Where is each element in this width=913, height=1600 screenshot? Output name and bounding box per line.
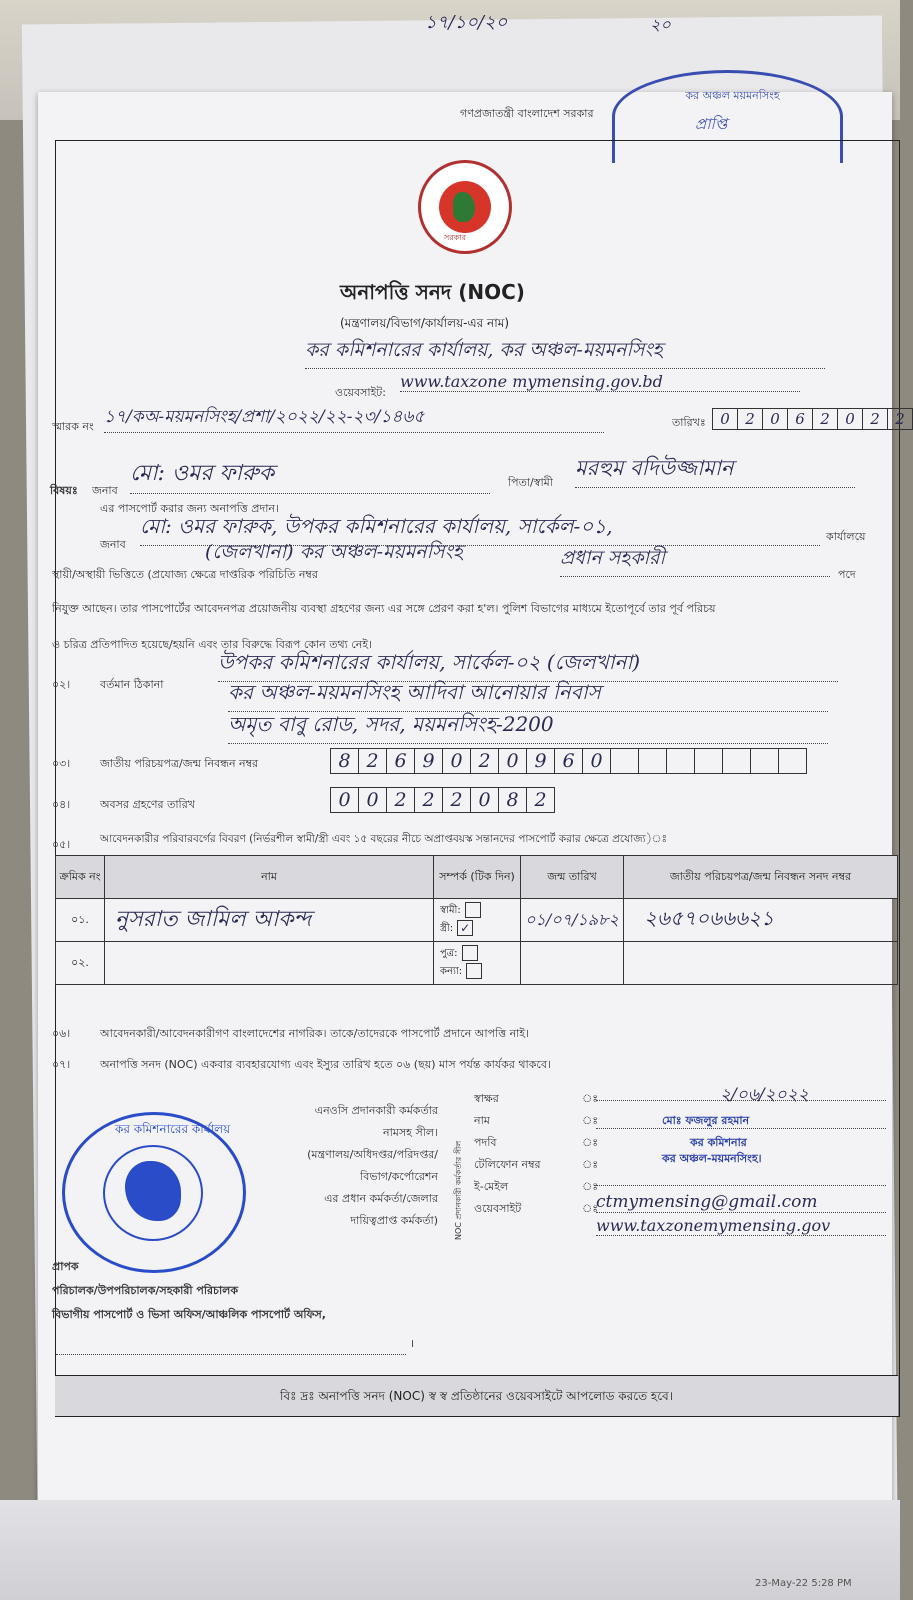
row-relation — [434, 942, 521, 985]
retirement-date-boxes — [330, 787, 554, 813]
retire-digit: 0 — [330, 787, 359, 813]
vertical-seal-label: NOC প্রদানকারী কর্মকর্তার সীল — [454, 1140, 463, 1240]
row-dob — [521, 942, 624, 985]
address-line2: কর অঞ্চল-ময়মনসিংহ আদিবা আনোয়ার নিবাস — [228, 678, 828, 712]
sig-label: স্বাক্ষর — [474, 1092, 499, 1105]
date-digit: 2 — [862, 408, 888, 430]
office-suffix: কার্যালয়ে — [826, 530, 866, 543]
signatory-line: এর প্রধান কর্মকর্তা/জেলার — [324, 1192, 438, 1205]
col-nid: জাতীয় পরিচয়পত্র/জন্ম নিবন্ধন সনদ নম্বর — [624, 856, 898, 899]
signatory-line: বিভাগ/কর্পোরেশন — [360, 1170, 438, 1183]
nid-digit: 6 — [554, 748, 583, 774]
date-boxes — [712, 408, 912, 430]
received-stamp-signature: প্রাপ্তি — [695, 115, 728, 133]
memo-value: ১৭/কঅ-ময়মনসিংহ/প্রশা/২০২২/২২-২৩/১৪৬৫ — [104, 404, 604, 433]
officer-name-stamp: মোঃ ফজলুর রহমান — [662, 1114, 750, 1127]
retire-digit: 2 — [386, 787, 415, 813]
retire-digit: 8 — [498, 787, 527, 813]
father-label: পিতা/স্বামী — [508, 476, 553, 489]
nid-digit — [694, 748, 723, 774]
sig-label: ই-মেইল — [474, 1180, 509, 1193]
nid-digit: 0 — [582, 748, 611, 774]
sig-label: টেলিফোন নম্বর — [474, 1158, 541, 1171]
retire-digit: 0 — [358, 787, 387, 813]
phone-line — [596, 1185, 886, 1186]
row-nid — [624, 942, 898, 985]
address-line3: অমৃত বাবু রোড, সদর, ময়মনসিংহ-2200 — [228, 710, 828, 744]
nid-digit — [666, 748, 695, 774]
signatory-line: (মন্ত্রণালয়/অধিদপ্তর/পরিদপ্তর/ — [307, 1148, 438, 1161]
nid-digit: 0 — [442, 748, 471, 774]
signatory-line: এনওসি প্রদানকারী কর্মকর্তার — [314, 1104, 438, 1117]
row-name: নুসরাত জামিল আকন্দ — [105, 899, 434, 942]
round-stamp-text: কর কমিশনারের কার্যালয় — [115, 1122, 231, 1136]
relation-label-b: কন্যা: — [440, 966, 463, 977]
col-dob: জন্ম তারিখ — [521, 856, 624, 899]
date-digit: 0 — [837, 408, 863, 430]
nid-digit: 8 — [330, 748, 359, 774]
row-dob: ০১/০৭/১৯৮২ — [521, 899, 624, 942]
date-digit: 0 — [762, 408, 788, 430]
field2-number: ০২। — [52, 678, 71, 691]
col-relation: সম্পর্ক (টিক দিন) — [434, 856, 521, 899]
field5-number: ০৫। — [52, 838, 71, 851]
body-para1: নিযুক্ত আছেন। তার পাসপোর্টের আবেদনপত্র প্রয়োজনীয় ব্যবস্থা গ্রহণের জন্য এর সঙ্গে প্রেরণ করা হ'ল। পুলিশ বিভাগের মাধ্যমে ইতোপূর্বে তার পূর্ব পরিচয় — [52, 602, 716, 615]
document-subtitle: (মন্ত্রণালয়/বিভাগ/কার্যালয়-এর নাম) — [340, 316, 510, 330]
nid-digit: 2 — [358, 748, 387, 774]
relation-label-a: পুত্র: — [440, 948, 458, 959]
father-name: মরহুম বদিউজ্জামান — [575, 452, 855, 488]
nid-digit: 2 — [470, 748, 499, 774]
officer-office-stamp: কর অঞ্চল-ময়মনসিংহ। — [662, 1152, 762, 1165]
handwritten-note-2: ২০ — [650, 15, 671, 34]
document-title: অনাপত্তি সনদ (NOC) — [340, 280, 525, 304]
col-serial: ক্রমিক নং — [56, 856, 105, 899]
row-serial: ০১. — [56, 899, 105, 942]
signatory-line: নামসহ সীল। — [383, 1126, 438, 1139]
date-label: তারিখঃ — [672, 416, 706, 429]
nid-digit — [750, 748, 779, 774]
relation-label-b: স্ত্রী: — [440, 923, 454, 934]
person-line2: (জেলখানা) কর অঞ্চল-ময়মনসিংহ — [205, 541, 463, 563]
gov-header: গণপ্রজাতন্ত্রী বাংলাদেশ সরকার — [460, 107, 594, 120]
retire-digit: 2 — [526, 787, 555, 813]
recipient-label: প্রাপক — [52, 1260, 79, 1273]
nid-digit — [638, 748, 667, 774]
retire-digit: 0 — [470, 787, 499, 813]
field4-number: ০৪। — [52, 798, 71, 811]
recipient-line1: পরিচালক/উপপরিচালক/সহকারী পরিচালক — [52, 1284, 239, 1297]
footer-note: বিঃ দ্রঃ অনাপত্তি সনদ (NOC) স্ব স্ব প্রতিষ্ঠানের ওয়েবসাইটে আপলোড করতে হবে। — [55, 1375, 898, 1416]
row-relation — [434, 899, 521, 942]
table-row — [56, 899, 898, 942]
office-name: কর কমিশনারের কার্যালয়, কর অঞ্চল-ময়মনসিংহ — [305, 336, 825, 369]
relation-checkbox-b[interactable]: ✓ — [457, 920, 473, 936]
subject-janab-label: জনাব — [92, 484, 118, 497]
sig-label: নাম — [474, 1114, 490, 1127]
photo-timestamp: 23-May-22 5:28 PM — [755, 1578, 852, 1589]
designation: প্রধান সহকারী — [560, 544, 830, 577]
date-digit: 6 — [787, 408, 813, 430]
email-value: ctmymensing@gmail.com — [596, 1192, 886, 1213]
relation-label-a: স্বামী: — [440, 905, 461, 916]
date-digit: 2 — [737, 408, 763, 430]
relation-checkbox-b[interactable] — [466, 963, 482, 979]
col-name: নাম — [105, 856, 434, 899]
nid-digit: 9 — [526, 748, 555, 774]
family-table — [55, 855, 898, 985]
nid-boxes — [330, 748, 806, 774]
field4-label: অবসর গ্রহণের তারিখ — [100, 798, 195, 811]
signature-date: ২/০৬/২০২২ — [720, 1085, 809, 1105]
row-nid: ২৬৫৭০৬৬৬২১ — [624, 899, 898, 942]
officer-website-value: www.taxzonemymensing.gov — [596, 1216, 886, 1236]
nid-digit — [722, 748, 751, 774]
recipient-line3: । — [410, 1337, 415, 1350]
retire-digit: 2 — [414, 787, 443, 813]
nid-digit: 9 — [414, 748, 443, 774]
decl6-number: ০৬। — [52, 1027, 71, 1040]
nid-digit: 0 — [498, 748, 527, 774]
emblem-text: সরকার — [444, 233, 467, 242]
field3-number: ০৩। — [52, 757, 71, 770]
permanent-label: স্থায়ী/অস্থায়ী ভিত্তিতে (প্রযোজ্য ক্ষেত্রে দাপ্তরিক পরিচিতি নম্বর — [52, 568, 318, 581]
date-digit: 0 — [712, 408, 738, 430]
signatory-line: দায়িত্বপ্রাপ্ত কর্মকর্তা) — [350, 1214, 438, 1227]
recipient-address-line — [56, 1340, 406, 1355]
address-line1: উপকর কমিশনারের কার্যালয়, সার্কেল-০২ (জেলখানা) — [218, 648, 838, 682]
officer-designation-stamp: কর কমিশনার — [690, 1136, 747, 1149]
nid-digit — [778, 748, 807, 774]
table-row — [56, 942, 898, 985]
table-header-row — [56, 856, 898, 899]
handwritten-note: ১৭/১০/২০ — [425, 12, 508, 33]
row-serial: ০২. — [56, 942, 105, 985]
field5-label: আবেদনকারীর পরিবারবর্গের বিবরণ (নির্ভরশীল স্বামী/স্ত্রী এবং ১৫ বছরের নীচে অপ্রাপ্তবয়স্ক সন্তানদের পাসপোর্ট করার ক্ষেত্রে প্রযোজ্য)ঃ — [100, 833, 668, 845]
signature-labels — [474, 1088, 541, 1220]
office-round-stamp — [62, 1112, 246, 1273]
person-line: মো: ওমর ফারুক, উপকর কমিশনারের কার্যালয়, সার্কেল-০১, — [140, 512, 820, 546]
post-suffix: পদে — [838, 568, 856, 581]
sig-label: পদবি — [474, 1136, 497, 1149]
decl7-number: ০৭। — [52, 1058, 71, 1071]
field3-label: জাতীয় পরিচয়পত্র/জন্ম নিবন্ধন নম্বর — [100, 757, 259, 770]
memo-label: স্মারক নং — [52, 420, 94, 433]
website-value: www.taxzone mymensing.gov.bd — [400, 372, 800, 392]
applicant-name: মো: ওমর ফারুক — [130, 456, 490, 494]
row-name — [105, 942, 434, 985]
declaration-6: আবেদনকারী/আবেদনকারীগণ বাংলাদেশের নাগরিক। তাকে/তাদেরকে পাসপোর্ট প্রদানে আপত্তি নাই। — [100, 1027, 530, 1040]
relation-checkbox-a[interactable] — [465, 902, 481, 918]
subject-label: বিষয়ঃ — [50, 484, 78, 497]
signature-colons: ঃ ঃ ঃ ঃ ঃ ঃ — [582, 1092, 599, 1215]
sig-label: ওয়েবসাইট — [474, 1202, 522, 1215]
date-digit: 2 — [812, 408, 838, 430]
received-stamp-text: কর অঞ্চল ময়মনসিংহ — [685, 89, 780, 102]
website-label: ওয়েবসাইট: — [335, 386, 386, 399]
body-janab-label: জনাব — [100, 538, 126, 551]
body-para2: ও চরিত্র প্রতিপাদিত হয়েছে/হয়নি এবং তার বিরুদ্ধে বিরূপ কোন তথ্য নেই। — [52, 638, 372, 651]
nid-digit: 6 — [386, 748, 415, 774]
date-digit: 2 — [887, 408, 913, 430]
recipient-line2: বিভাগীয় পাসপোর্ট ও ভিসা অফিস/আঞ্চলিক পাসপোর্ট অফিস, — [52, 1308, 326, 1321]
signatory-block — [278, 1100, 438, 1232]
nid-digit — [610, 748, 639, 774]
subject-line2: এর পাসপোর্ট করার জন্য অনাপত্তি প্রদান। — [100, 502, 279, 515]
field2-label: বর্তমান ঠিকানা — [100, 678, 164, 691]
retire-digit: 2 — [442, 787, 471, 813]
relation-checkbox-a[interactable] — [462, 945, 478, 961]
declaration-7: অনাপত্তি সনদ (NOC) একবার ব্যবহারযোগ্য এবং ইস্যুর তারিখ হতে ০৬ (ছয়) মাস পর্যন্ত কার্যকর থাকবে। — [100, 1058, 551, 1071]
